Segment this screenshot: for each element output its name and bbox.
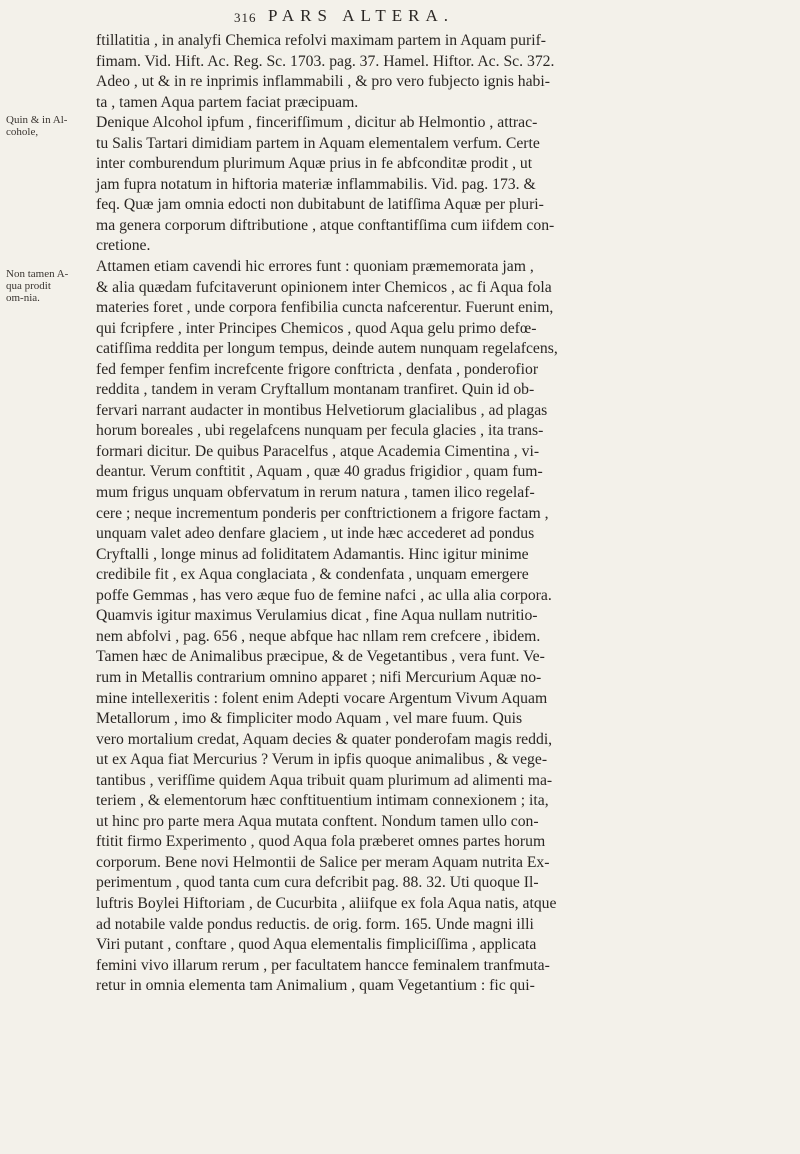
text-line: credibile fit , ex Aqua conglaciata , & condenfata , unquam emergere xyxy=(96,566,529,584)
text-line: ftillatitia , in analyfi Chemica refolvi maximam partem in Aquam purif- xyxy=(96,32,547,49)
text-line: Metallorum , imo & fimpliciter modo Aquam , vel mare fuum. Quis xyxy=(96,710,523,728)
text-line: Attamen etiam cavendi hic errores funt : quoniam præmemorata jam , xyxy=(96,258,534,276)
text-line: tantibus , verifſime quidem Aqua tribuit quam plurimum ad alimenti ma- xyxy=(96,771,553,789)
text-line: horum boreales , ubi regelafcens nunquam per fecula glacies , ita trans- xyxy=(96,422,544,440)
text-line: ma genera corporum diftributione , atque conftantifſima cum iifdem con- xyxy=(96,216,555,234)
page-number: 316 xyxy=(234,10,257,25)
body-text xyxy=(96,31,800,997)
text-line: vero mortalium credat, Aquam decies & quater ponderofam magis reddi, xyxy=(96,730,553,748)
text-line: femini vivo illarum rerum , per facultatem hancce feminalem tranfmuta- xyxy=(96,956,550,974)
text-line: ta , tamen Aqua partem faciat præcipuam. xyxy=(96,93,359,111)
text-line: inter comburendum plurimum Aquæ prius in fe abfconditæ prodit , ut xyxy=(96,155,533,173)
text-line: Cryftalli , longe minus ad foliditatem Adamantis. Hinc igitur minime xyxy=(96,545,529,563)
text-line: luftris Boylei Hiftoriam , de Cucurbita , aliifque ex fola Aqua natis, atque xyxy=(96,894,557,912)
text-line: qui fcripfere , inter Principes Chemicos , quod Aqua gelu primo defœ- xyxy=(96,319,537,337)
text-line: mum frigus unquam obfervatum in rerum natura , tamen ilico regelaf- xyxy=(96,484,535,502)
text-line: Tamen hæc de Animalibus præcipue, & de Vegetantibus , vera funt. Ve- xyxy=(96,648,545,666)
text-line: feq. Quæ jam omnia edocti non dubitabunt de latifſima Aquæ per pluri- xyxy=(96,196,544,214)
text-line: Denique Alcohol ipfum , fincerifſimum , dicitur ab Helmontio , attrac- xyxy=(96,114,538,132)
text-line: cere ; neque incrementum ponderis per conftrictionem a frigore factam , xyxy=(96,504,549,522)
text-line: fimam. Vid. Hift. Ac. Reg. Sc. 1703. pag. 37. Hamel. Hiftor. Ac. Sc. 372. xyxy=(96,52,555,70)
text-line: cretione. xyxy=(96,237,151,255)
text-line: & alia quædam fufcitaverunt opinionem inter Chemicos , ac fi Aqua fola xyxy=(96,278,552,296)
text-line: nem abfolvi , pag. 656 , neque abfque hac nllam rem crefcere , ibidem. xyxy=(96,627,541,645)
margin-note: Quin & in Al-cohole, xyxy=(6,113,68,138)
text-line: fed femper fenfim increfcente frigore conftricta , denfata , ponderofior xyxy=(96,360,539,378)
text-line: poffe Gemmas , has vero æque fuo de femine nafci , ac ulla alia corpora. xyxy=(96,586,552,604)
text-line: ut hinc pro parte mera Aqua mutata conftent. Nondum tamen ullo con- xyxy=(96,812,539,830)
text-line: unquam valet adeo denfare glaciem , ut inde hæc accederet ad pondus xyxy=(96,525,535,543)
text-line: deantur. Verum conftitit , Aquam , quæ 40 gradus frigidior , quam fum- xyxy=(96,463,543,481)
margin-note: Non tamen A-qua prodit om-nia. xyxy=(6,267,69,304)
text-line: formari dicitur. De quibus Paracelfus , atque Academia Cimentina , vi- xyxy=(96,442,540,460)
text-line: retur in omnia elementa tam Animalium , quam Vegetantium : fic qui- xyxy=(96,977,535,995)
text-line: reddita , tandem in veram Cryftallum montanam tranfiret. Quin id ob- xyxy=(96,381,535,399)
text-line: tu Salis Tartari dimidiam partem in Aquam elementalem verfum. Certe xyxy=(96,134,540,152)
text-line: corporum. Bene novi Helmontii de Salice per meram Aquam nutrita Ex- xyxy=(96,853,550,871)
text-line: ftitit firmo Experimento , quod Aqua fola præberet omnes partes horum xyxy=(96,833,546,851)
text-line: rum in Metallis contrarium omnino apparet ; nifi Mercurium Aquæ no- xyxy=(96,668,542,686)
text-line: teriem , & elementorum hæc conftituentium intimam connexionem ; ita, xyxy=(96,792,549,810)
text-line: ut ex Aqua fiat Mercurius ? Verum in ipfis quoque animalibus , & vege- xyxy=(96,751,548,769)
text-line: Viri putant , conftare , quod Aqua elementalis fimpliciſſima , applicata xyxy=(96,936,537,954)
text-line: Quamvis igitur maximus Verulamius dicat , fine Aqua nullam nutritio- xyxy=(96,607,538,625)
text-line: materies foret , unde corpora fenfibilia cuncta nafcerentur. Fuerunt enim, xyxy=(96,299,554,317)
text-line: perimentum , quod tanta cum cura defcribit pag. 88. 32. Uti quoque Il- xyxy=(96,874,539,892)
running-title: PARS ALTERA. xyxy=(268,6,455,25)
text-line: fervari narrant audacter in montibus Helvetiorum glacialibus , ad plagas xyxy=(96,401,548,419)
text-line: jam fupra notatum in hiftoria materiæ inflammabilis. Vid. pag. 173. & xyxy=(96,175,536,193)
page-header xyxy=(234,6,800,30)
text-line: Adeo , ut & in re inprimis inflammabili , & pro vero fubjecto ignis habi- xyxy=(96,73,550,91)
text-line: ad notabile valde pondus reductis. de orig. form. 165. Unde magni illi xyxy=(96,915,534,933)
text-line: mine intellexeritis : folent enim Adepti vocare Argentum Vivum Aquam xyxy=(96,689,548,707)
text-line: catifſima reddita per longum tempus, deinde autem nunquam regelafcens, xyxy=(96,340,558,358)
